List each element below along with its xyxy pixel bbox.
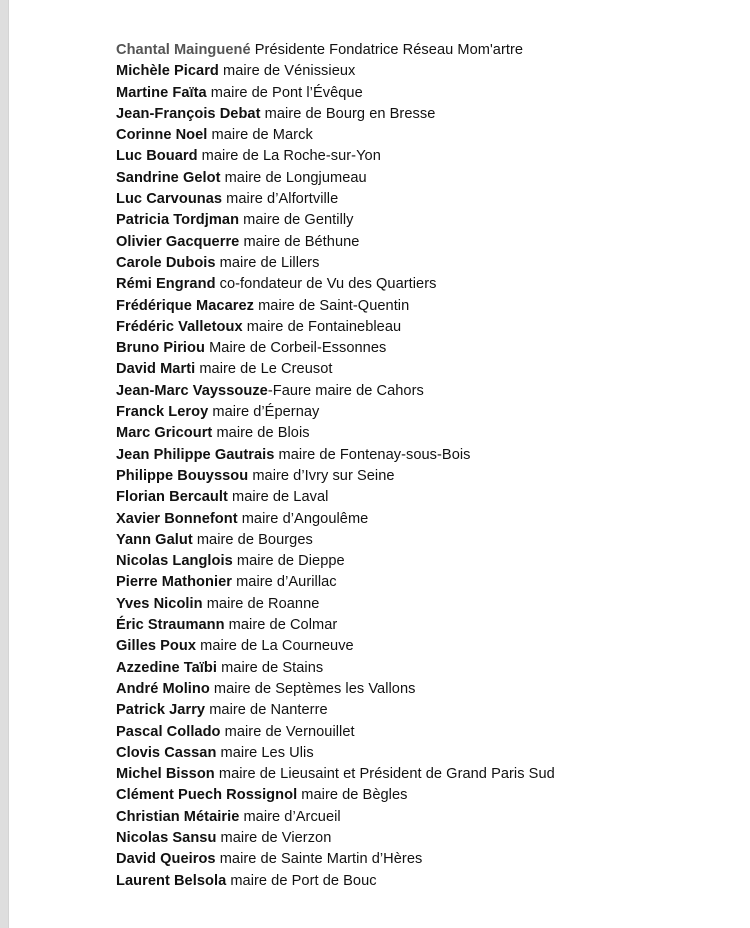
signatory-entry bbox=[116, 509, 736, 530]
signatory-role: maire de Vernouillet bbox=[220, 723, 355, 740]
signatory-name: Jean-Marc Vayssouze bbox=[116, 382, 268, 399]
signatory-entry bbox=[116, 466, 736, 487]
signatory-name: Patricia Tordjman bbox=[116, 212, 240, 229]
signatory-name: Pierre Mathonier bbox=[116, 574, 232, 591]
signatory-name: Yann Galut bbox=[116, 531, 193, 548]
signatory-role: -Faure maire de Cahors bbox=[267, 382, 424, 399]
signatory-list bbox=[116, 40, 736, 892]
signatory-entry bbox=[116, 423, 736, 444]
signatory-role: maire Les Ulis bbox=[216, 744, 314, 761]
signatory-role: maire de Bègles bbox=[297, 787, 408, 804]
signatory-role: maire de Saint-Quentin bbox=[253, 297, 410, 314]
signatory-role: maire de Blois bbox=[212, 425, 310, 442]
signatory-name: Nicolas Langlois bbox=[116, 553, 233, 570]
signatory-role: Présidente Fondatrice Réseau Mom'artre bbox=[250, 42, 524, 58]
signatory-name: Chantal Mainguené bbox=[116, 42, 251, 58]
signatory-name: Azzedine Taïbi bbox=[116, 659, 217, 676]
signatory-role: maire de Port de Bouc bbox=[226, 872, 377, 889]
signatory-entry bbox=[116, 679, 736, 700]
signatory-entry bbox=[116, 232, 736, 253]
signatory-role: maire de Gentilly bbox=[239, 212, 354, 229]
signatory-name: Olivier Gacquerre bbox=[116, 233, 240, 250]
signatory-role: maire d’Angoulême bbox=[237, 510, 369, 527]
document-page bbox=[8, 0, 750, 928]
signatory-role: maire de Lieusaint et Président de Grand Paris Sud bbox=[214, 766, 555, 783]
signatory-entry bbox=[116, 551, 736, 572]
signatory-role: Maire de Corbeil-Essonnes bbox=[204, 340, 387, 357]
signatory-name: Marc Gricourt bbox=[116, 425, 213, 442]
signatory-role: maire de Longjumeau bbox=[220, 169, 367, 186]
signatory-role: maire de Vierzon bbox=[216, 829, 332, 846]
signatory-name: Xavier Bonnefont bbox=[116, 510, 238, 527]
signatory-entry bbox=[116, 253, 736, 274]
signatory-role: maire de Sainte Martin d’Hères bbox=[215, 851, 423, 868]
signatory-entry bbox=[116, 722, 736, 743]
signatory-role: maire de Laval bbox=[227, 489, 329, 506]
signatory-role: maire d’Ivry sur Seine bbox=[248, 467, 395, 484]
signatory-name: Pascal Collado bbox=[116, 723, 221, 740]
signatory-entry bbox=[116, 700, 736, 721]
signatory-role: maire de Septèmes les Vallons bbox=[209, 680, 416, 697]
signatory-role: maire de Béthune bbox=[239, 233, 360, 250]
signatory-name: Michèle Picard bbox=[116, 63, 219, 80]
signatory-name: Florian Bercault bbox=[116, 489, 228, 506]
signatory-entry bbox=[116, 572, 736, 593]
signatory-role: maire de Nanterre bbox=[205, 702, 328, 719]
signatory-entry bbox=[116, 274, 736, 295]
signatory-entry bbox=[116, 807, 736, 828]
signatory-role: maire de Roanne bbox=[202, 595, 320, 612]
signatory-role: maire de Fontenay-sous-Bois bbox=[274, 446, 471, 463]
signatory-name: Luc Carvounas bbox=[116, 191, 223, 208]
signatory-role: maire de Colmar bbox=[224, 617, 338, 634]
signatory-entry bbox=[116, 594, 736, 615]
signatory-role: maire de Pont l’Évêque bbox=[206, 84, 363, 101]
signatory-name: Yves Nicolin bbox=[116, 595, 203, 612]
signatory-role: maire de Le Creusot bbox=[195, 361, 333, 378]
signatory-name: Rémi Engrand bbox=[116, 276, 216, 293]
signatory-name: Éric Straumann bbox=[116, 617, 225, 634]
signatory-entry bbox=[116, 381, 736, 402]
signatory-entry bbox=[116, 189, 736, 210]
signatory-role: maire d’Épernay bbox=[208, 404, 320, 421]
signatory-entry bbox=[116, 402, 736, 423]
signatory-entry bbox=[116, 146, 736, 167]
signatory-entry bbox=[116, 296, 736, 317]
signatory-name: Luc Bouard bbox=[116, 148, 198, 165]
signatory-entry bbox=[116, 636, 736, 657]
signatory-role: maire de Dieppe bbox=[232, 553, 345, 570]
signatory-name: Jean-François Debat bbox=[116, 105, 261, 122]
signatory-role: maire de Fontainebleau bbox=[242, 318, 402, 335]
signatory-entry bbox=[116, 828, 736, 849]
signatory-entry bbox=[116, 871, 736, 892]
signatory-entry bbox=[116, 764, 736, 785]
signatory-role: maire de La Roche-sur-Yon bbox=[197, 148, 381, 165]
signatory-role: maire de Vénissieux bbox=[218, 63, 356, 80]
signatory-role: maire de Bourges bbox=[192, 531, 313, 548]
signatory-name: David Marti bbox=[116, 361, 196, 378]
signatory-entry bbox=[116, 487, 736, 508]
signatory-name: Franck Leroy bbox=[116, 404, 209, 421]
signatory-name: Philippe Bouyssou bbox=[116, 467, 249, 484]
signatory-entry bbox=[116, 743, 736, 764]
signatory-role: maire d’Alfortville bbox=[222, 191, 339, 208]
signatory-role: maire de Lillers bbox=[215, 254, 320, 271]
signatory-name: Clovis Cassan bbox=[116, 744, 217, 761]
signatory-name: Gilles Poux bbox=[116, 638, 197, 655]
signatory-name: Laurent Belsola bbox=[116, 872, 227, 889]
signatory-entry bbox=[116, 83, 736, 104]
signatory-entry bbox=[116, 849, 736, 870]
signatory-name: Patrick Jarry bbox=[116, 702, 206, 719]
signatory-name: Martine Faïta bbox=[116, 84, 207, 101]
signatory-entry bbox=[116, 317, 736, 338]
signatory-role: maire de Bourg en Bresse bbox=[260, 105, 436, 122]
signatory-name: Frédéric Valletoux bbox=[116, 318, 243, 335]
signatory-name: Jean Philippe Gautrais bbox=[116, 446, 275, 463]
signatory-role: maire d’Arcueil bbox=[239, 808, 341, 825]
signatory-entry bbox=[116, 785, 736, 806]
signatory-entry bbox=[116, 615, 736, 636]
signatory-entry bbox=[116, 359, 736, 380]
signatory-name: David Queiros bbox=[116, 851, 216, 868]
signatory-entry bbox=[116, 338, 736, 359]
signatory-role: co-fondateur de Vu des Quartiers bbox=[215, 276, 437, 293]
signatory-name: Christian Métairie bbox=[116, 808, 240, 825]
signatory-role: maire de Stains bbox=[216, 659, 324, 676]
signatory-entry bbox=[116, 168, 736, 189]
signatory-entry bbox=[116, 125, 736, 146]
signatory-name: Sandrine Gelot bbox=[116, 169, 221, 186]
signatory-role: maire d’Aurillac bbox=[231, 574, 337, 591]
signatory-entry bbox=[116, 658, 736, 679]
signatory-entry bbox=[116, 445, 736, 466]
signatory-entry bbox=[116, 104, 736, 125]
signatory-name: Carole Dubois bbox=[116, 254, 216, 271]
signatory-name: Frédérique Macarez bbox=[116, 297, 254, 314]
signatory-role: maire de Marck bbox=[207, 127, 313, 144]
signatory-name: Nicolas Sansu bbox=[116, 829, 217, 846]
signatory-entry bbox=[116, 40, 736, 61]
signatory-role: maire de La Courneuve bbox=[196, 638, 354, 655]
signatory-name: Clément Puech Rossignol bbox=[116, 787, 298, 804]
signatory-entry bbox=[116, 61, 736, 82]
signatory-name: Corinne Noel bbox=[116, 127, 208, 144]
signatory-entry bbox=[116, 210, 736, 231]
signatory-entry bbox=[116, 530, 736, 551]
signatory-name: Michel Bisson bbox=[116, 766, 215, 783]
signatory-name: André Molino bbox=[116, 680, 210, 697]
signatory-name: Bruno Piriou bbox=[116, 340, 205, 357]
